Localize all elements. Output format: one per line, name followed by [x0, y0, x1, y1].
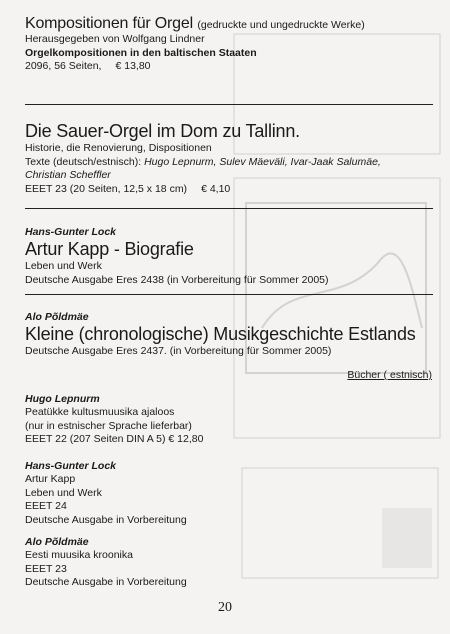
- entry-artur-kapp: [25, 225, 435, 287]
- entry-authors-cont: Christian Scheffler: [25, 169, 111, 181]
- entry-title: Die Sauer-Orgel im Dom zu Tallinn.: [25, 121, 300, 141]
- book-code: EEET 24: [25, 500, 67, 512]
- entry-sauer-orgel: [25, 121, 435, 196]
- book-code: EEET 23: [25, 562, 67, 575]
- entry-editor: Herausgegeben von Wolfgang Lindner: [25, 33, 205, 45]
- divider: [25, 104, 433, 105]
- entry-title-note: (gedruckte und ungedruckte Werke): [197, 19, 365, 31]
- book-author: Hans-Gunter Lock: [25, 460, 117, 472]
- section-link-buecher-estnisch[interactable]: Bücher ( estnisch): [347, 369, 432, 381]
- entry-texts: Texte (deutsch/estnisch): Hugo Lepnurm, Sulev Mäeväli, Ivar-Jaak Salumäe,: [25, 155, 381, 168]
- book-author: Hugo Lepnurm: [25, 393, 100, 405]
- book-artur-kapp: [25, 459, 435, 527]
- entry-author: Hans-Gunter Lock: [25, 226, 117, 238]
- book-author: Alo Põldmäe: [25, 536, 89, 548]
- entry-series: Orgelkompositionen in den baltischen Staaten: [25, 46, 257, 59]
- book-peatukke: [25, 392, 435, 447]
- page-number: 20: [218, 600, 232, 615]
- book-title: Eesti muusika kroonika: [25, 549, 133, 561]
- entry-musikgeschichte: [25, 310, 435, 359]
- entry-author: Alo Põldmäe: [25, 311, 89, 323]
- entry-price: € 13,80: [115, 60, 151, 72]
- book-title: Peatükke kultusmuusika ajaloos: [25, 406, 175, 418]
- book-eesti-muusika: [25, 535, 435, 590]
- divider: [25, 294, 433, 295]
- entry-details: 2096, 56 Seiten, € 13,80: [25, 60, 151, 72]
- book-title: Artur Kapp: [25, 473, 76, 485]
- divider: [25, 208, 433, 209]
- book-edition: Deutsche Ausgabe in Vorbereitung: [25, 576, 187, 588]
- entry-title: Kleine (chronologische) Musikgeschichte Estlands: [25, 324, 416, 344]
- book-note: (nur in estnischer Sprache lieferbar): [25, 419, 192, 432]
- entry-edition: Deutsche Ausgabe Eres 2438 (in Vorbereitung für Sommer 2005): [25, 273, 329, 286]
- entry-edition: Deutsche Ausgabe Eres 2437. (in Vorbereitung für Sommer 2005): [25, 345, 332, 357]
- book-details: EEET 22 (207 Seiten DIN A 5) € 12,80: [25, 433, 204, 445]
- entry-kompositionen: [25, 14, 435, 74]
- book-edition: Deutsche Ausgabe in Vorbereitung: [25, 513, 187, 526]
- entry-details: EEET 23 (20 Seiten, 12,5 x 18 cm) € 4,10: [25, 182, 231, 195]
- entry-title: Artur Kapp - Biografie: [25, 239, 194, 259]
- entry-title: Kompositionen für Orgel: [25, 15, 193, 32]
- entry-subtitle: Leben und Werk: [25, 260, 102, 272]
- book-subtitle: Leben und Werk: [25, 486, 102, 499]
- entry-price: € 4,10: [201, 182, 231, 195]
- entry-subtitle: Historie, die Renovierung, Dispositionen: [25, 142, 212, 154]
